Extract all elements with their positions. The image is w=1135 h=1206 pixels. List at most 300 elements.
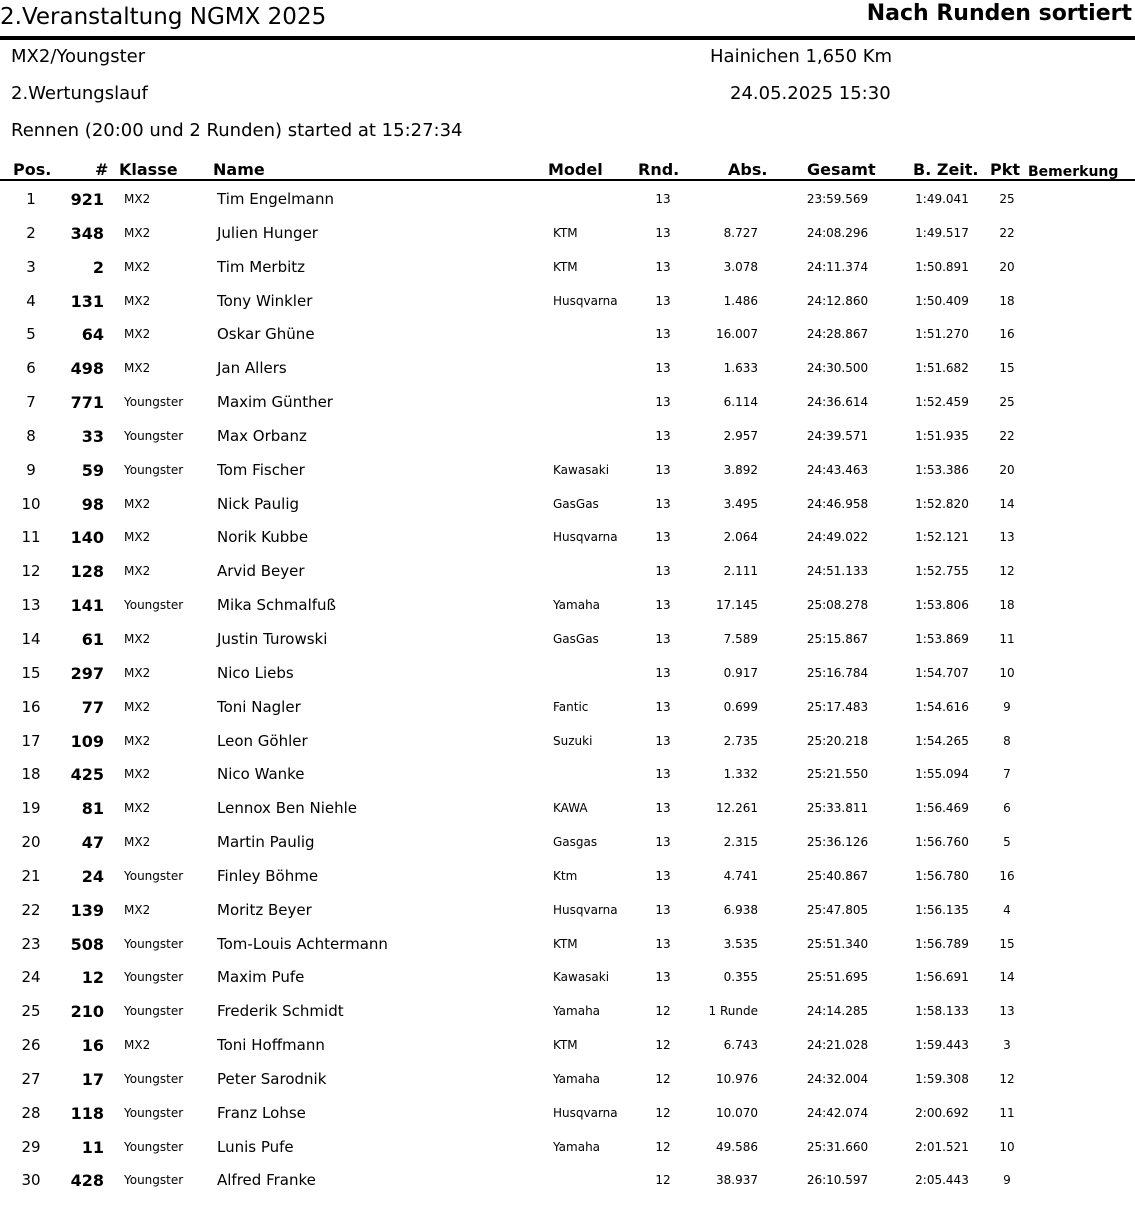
cell-total-time: 26:10.597 [806, 1173, 869, 1188]
cell-points: 9 [1003, 699, 1011, 714]
cell-gap: 1.633 [723, 361, 758, 376]
cell-position: 9 [26, 460, 36, 479]
cell-best-lap: 1:56.780 [915, 868, 969, 883]
cell-total-time: 25:33.811 [806, 801, 869, 816]
cell-gap: 3.892 [723, 462, 758, 477]
cell-best-lap: 1:52.121 [915, 530, 969, 545]
cell-klasse: MX2 [124, 902, 151, 917]
cell-start-number: 508 [70, 934, 104, 954]
cell-points: 25 [999, 192, 1015, 206]
cell-model: Yamaha [553, 1004, 601, 1019]
cell-klasse: Youngster [124, 1139, 184, 1154]
cell-total-time: 25:40.867 [806, 868, 869, 883]
cell-rounds: 13 [655, 564, 671, 579]
table-row [0, 420, 1135, 454]
results-table-body [0, 183, 1135, 1198]
cell-model: Suzuki [553, 733, 593, 748]
cell-rider-name: Franz Lohse [217, 1103, 306, 1122]
cell-total-time: 25:51.695 [806, 970, 869, 985]
cell-total-time: 24:43.463 [806, 462, 869, 477]
cell-rider-name: Tim Engelmann [217, 190, 334, 208]
cell-start-number: 921 [70, 190, 104, 209]
cell-rounds: 13 [655, 598, 671, 613]
cell-total-time: 25:16.784 [806, 665, 869, 680]
cell-klasse: MX2 [124, 361, 151, 376]
cell-gap: 6.938 [723, 902, 758, 917]
cell-best-lap: 1:49.517 [915, 225, 969, 240]
col-bemerkung: Bemerkung [1028, 164, 1119, 180]
cell-position: 1 [26, 190, 36, 208]
cell-gap: 0.355 [723, 970, 758, 985]
class-name: MX2/Youngster [11, 46, 146, 67]
table-row [0, 1029, 1135, 1063]
cell-position: 27 [21, 1069, 41, 1088]
cell-start-number: 98 [81, 494, 104, 514]
event-title: 2.Veranstaltung NGMX 2025 [0, 4, 327, 30]
table-row [0, 623, 1135, 657]
cell-rounds: 13 [655, 395, 671, 410]
cell-start-number: 131 [70, 291, 104, 311]
cell-klasse: Youngster [124, 970, 184, 985]
cell-total-time: 24:49.022 [806, 530, 869, 545]
cell-klasse: Youngster [124, 1004, 184, 1019]
cell-klasse: MX2 [124, 259, 151, 274]
cell-best-lap: 1:50.891 [915, 259, 969, 274]
cell-klasse: MX2 [124, 665, 151, 680]
cell-position: 25 [21, 1002, 41, 1021]
cell-start-number: 17 [81, 1069, 104, 1089]
cell-points: 10 [999, 1139, 1015, 1154]
cell-total-time: 24:21.028 [806, 1038, 869, 1053]
cell-model: Yamaha [553, 1139, 601, 1154]
cell-total-time: 24:12.860 [806, 293, 869, 308]
table-row [0, 758, 1135, 792]
table-row [0, 691, 1135, 725]
cell-total-time: 25:08.278 [806, 598, 869, 613]
cell-rounds: 13 [655, 428, 671, 443]
cell-start-number: 77 [81, 697, 104, 717]
cell-points: 18 [999, 598, 1015, 613]
cell-rider-name: Nick Paulig [217, 494, 300, 513]
cell-start-number: 24 [81, 866, 104, 886]
cell-start-number: 2 [92, 257, 104, 277]
col-rnd: Rnd. [638, 160, 680, 179]
cell-model: Husqvarna [553, 902, 618, 917]
cell-gap: 3.535 [723, 936, 758, 951]
heat-name: 2.Wertungslauf [11, 83, 148, 104]
cell-total-time: 25:31.660 [806, 1139, 869, 1154]
cell-rounds: 12 [655, 1173, 671, 1188]
cell-best-lap: 1:54.707 [915, 665, 969, 680]
cell-best-lap: 2:05.443 [915, 1173, 969, 1188]
cell-gap: 17.145 [716, 598, 758, 613]
table-row [0, 386, 1135, 420]
cell-rounds: 13 [655, 902, 671, 917]
cell-rider-name: Toni Hoffmann [217, 1036, 325, 1055]
cell-best-lap: 1:55.094 [915, 767, 969, 782]
cell-gap: 2.111 [723, 564, 758, 579]
cell-points: 7 [1003, 767, 1011, 782]
cell-best-lap: 1:51.935 [915, 428, 969, 443]
cell-rounds: 13 [655, 970, 671, 985]
cell-position: 5 [26, 325, 36, 344]
cell-klasse: Youngster [124, 868, 184, 883]
cell-points: 6 [1003, 801, 1011, 816]
cell-points: 11 [999, 631, 1015, 646]
cell-rider-name: Maxim Günther [217, 393, 333, 412]
cell-rounds: 13 [655, 665, 671, 680]
cell-start-number: 11 [81, 1137, 104, 1157]
cell-position: 14 [21, 629, 41, 648]
cell-rider-name: Peter Sarodnik [217, 1069, 327, 1088]
cell-klasse: Youngster [124, 1071, 184, 1086]
cell-rounds: 12 [655, 1004, 671, 1019]
cell-rider-name: Max Orbanz [217, 426, 307, 445]
cell-klasse: MX2 [124, 192, 151, 206]
cell-gap: 2.735 [723, 733, 758, 748]
cell-rider-name: Tim Merbitz [217, 257, 306, 276]
cell-rider-name: Nico Liebs [217, 663, 294, 682]
table-row [0, 488, 1135, 522]
cell-position: 13 [21, 596, 41, 615]
cell-points: 18 [999, 293, 1015, 308]
cell-position: 20 [21, 833, 41, 852]
table-row [0, 285, 1135, 319]
cell-rounds: 12 [655, 1139, 671, 1154]
cell-gap: 8.727 [723, 225, 758, 240]
cell-klasse: MX2 [124, 767, 151, 782]
table-row [0, 725, 1135, 759]
cell-best-lap: 1:49.041 [915, 192, 969, 206]
sort-label: Nach Runden sortiert [866, 1, 1132, 26]
cell-start-number: 428 [70, 1171, 104, 1191]
cell-start-number: 64 [81, 325, 104, 345]
cell-start-number: 118 [70, 1103, 104, 1123]
cell-model: KAWA [553, 801, 588, 816]
cell-gap: 2.957 [723, 428, 758, 443]
cell-points: 22 [999, 428, 1015, 443]
cell-total-time: 24:32.004 [806, 1071, 869, 1086]
cell-gap: 4.741 [723, 868, 758, 883]
cell-position: 4 [26, 291, 36, 310]
cell-model: Fantic [553, 699, 589, 714]
cell-model: GasGas [553, 631, 599, 646]
cell-rider-name: Toni Nagler [217, 697, 301, 716]
cell-start-number: 140 [70, 528, 104, 548]
cell-position: 12 [21, 562, 41, 581]
cell-model: GasGas [553, 496, 599, 511]
report-header [0, 0, 1135, 40]
cell-gap: 6.743 [723, 1038, 758, 1053]
cell-total-time: 24:42.074 [806, 1105, 869, 1120]
cell-total-time: 24:11.374 [806, 259, 869, 274]
cell-start-number: 12 [81, 968, 104, 988]
table-row [0, 792, 1135, 826]
cell-gap: 49.586 [716, 1139, 758, 1154]
cell-position: 7 [26, 393, 36, 412]
cell-points: 10 [999, 665, 1015, 680]
cell-gap: 2.315 [723, 835, 758, 850]
cell-klasse: Youngster [124, 1105, 184, 1120]
cell-rounds: 13 [655, 496, 671, 511]
cell-total-time: 24:39.571 [806, 428, 869, 443]
cell-total-time: 24:28.867 [806, 327, 869, 342]
cell-best-lap: 1:53.869 [915, 631, 969, 646]
cell-klasse: Youngster [124, 395, 184, 410]
cell-best-lap: 1:53.386 [915, 462, 969, 477]
cell-klasse: MX2 [124, 564, 151, 579]
cell-start-number: 33 [81, 426, 104, 446]
cell-rider-name: Tom Fischer [217, 460, 305, 479]
cell-rounds: 13 [655, 462, 671, 477]
cell-position: 8 [26, 426, 36, 445]
cell-best-lap: 1:52.820 [915, 496, 969, 511]
table-row [0, 995, 1135, 1029]
cell-rider-name: Frederik Schmidt [217, 1002, 344, 1021]
cell-rounds: 12 [655, 1038, 671, 1053]
cell-position: 2 [26, 223, 36, 242]
cell-model: Yamaha [553, 1071, 601, 1086]
cell-position: 6 [26, 359, 36, 378]
cell-start-number: 498 [70, 359, 104, 379]
cell-rounds: 13 [655, 259, 671, 274]
cell-model: Husqvarna [553, 1105, 618, 1120]
cell-rider-name: Martin Paulig [217, 833, 315, 852]
cell-points: 3 [1003, 1038, 1011, 1053]
col-pos: Pos. [13, 160, 52, 179]
cell-position: 3 [26, 257, 36, 276]
cell-position: 16 [21, 697, 41, 716]
cell-total-time: 23:59.569 [806, 192, 869, 206]
cell-model: Kawasaki [553, 970, 610, 985]
cell-points: 25 [999, 395, 1015, 410]
cell-start-number: 425 [70, 765, 104, 785]
cell-total-time: 24:14.285 [806, 1004, 869, 1019]
results-table-header [0, 160, 1135, 181]
cell-rounds: 13 [655, 327, 671, 342]
cell-points: 8 [1003, 733, 1011, 748]
cell-start-number: 61 [81, 629, 104, 649]
cell-points: 13 [999, 1004, 1015, 1019]
cell-klasse: Youngster [124, 462, 184, 477]
table-row [0, 928, 1135, 962]
cell-points: 12 [999, 564, 1015, 579]
cell-best-lap: 2:01.521 [915, 1139, 969, 1154]
cell-points: 14 [999, 970, 1015, 985]
cell-gap: 10.976 [716, 1071, 758, 1086]
cell-total-time: 25:17.483 [806, 699, 869, 714]
cell-best-lap: 1:59.308 [915, 1071, 969, 1086]
col-bzeit: B. Zeit. [913, 160, 979, 179]
cell-best-lap: 1:56.789 [915, 936, 969, 951]
cell-best-lap: 1:54.265 [915, 733, 969, 748]
cell-rounds: 13 [655, 801, 671, 816]
cell-total-time: 25:21.550 [806, 767, 869, 782]
cell-rider-name: Lennox Ben Niehle [217, 799, 358, 818]
cell-rounds: 13 [655, 868, 671, 883]
cell-klasse: MX2 [124, 327, 151, 342]
cell-best-lap: 1:51.682 [915, 361, 969, 376]
cell-model: Husqvarna [553, 530, 618, 545]
cell-best-lap: 1:53.806 [915, 598, 969, 613]
cell-klasse: Youngster [124, 598, 184, 613]
cell-gap: 10.070 [716, 1105, 758, 1120]
cell-rounds: 13 [655, 936, 671, 951]
cell-best-lap: 1:51.270 [915, 327, 969, 342]
cell-total-time: 25:36.126 [806, 835, 869, 850]
table-row [0, 860, 1135, 894]
race-info: Rennen (20:00 und 2 Runden) started at 15:27:34 [11, 120, 463, 141]
table-row [0, 657, 1135, 691]
cell-total-time: 25:15.867 [806, 631, 869, 646]
cell-rider-name: Lunis Pufe [217, 1137, 294, 1156]
cell-start-number: 141 [70, 596, 104, 616]
cell-rounds: 13 [655, 361, 671, 376]
cell-rounds: 12 [655, 1105, 671, 1120]
cell-klasse: MX2 [124, 699, 151, 714]
cell-rounds: 12 [655, 1071, 671, 1086]
cell-klasse: MX2 [124, 801, 151, 816]
cell-rider-name: Norik Kubbe [217, 528, 309, 547]
cell-position: 26 [21, 1036, 41, 1055]
cell-best-lap: 1:56.691 [915, 970, 969, 985]
cell-start-number: 297 [70, 663, 104, 683]
cell-rounds: 13 [655, 530, 671, 545]
cell-rounds: 13 [655, 293, 671, 308]
cell-position: 28 [21, 1103, 41, 1122]
cell-gap: 12.261 [716, 801, 758, 816]
cell-rider-name: Mika Schmalfuß [217, 596, 336, 615]
cell-model: KTM [553, 936, 578, 951]
cell-best-lap: 1:56.469 [915, 801, 969, 816]
cell-best-lap: 1:56.135 [915, 902, 969, 917]
cell-start-number: 139 [70, 900, 104, 920]
table-row [0, 961, 1135, 995]
col-klasse: Klasse [119, 160, 178, 179]
cell-klasse: MX2 [124, 225, 151, 240]
col-abs: Abs. [728, 160, 768, 179]
cell-gap: 3.495 [723, 496, 758, 511]
cell-klasse: MX2 [124, 835, 151, 850]
cell-position: 21 [21, 866, 41, 885]
cell-start-number: 59 [81, 460, 104, 480]
cell-gap: 38.937 [716, 1173, 758, 1188]
cell-best-lap: 1:58.133 [915, 1004, 969, 1019]
cell-gap: 3.078 [723, 259, 758, 274]
table-row [0, 318, 1135, 352]
cell-points: 15 [999, 361, 1015, 376]
cell-rounds: 13 [655, 699, 671, 714]
table-row [0, 1131, 1135, 1165]
cell-start-number: 81 [81, 799, 104, 819]
cell-start-number: 128 [70, 562, 104, 582]
cell-klasse: MX2 [124, 496, 151, 511]
cell-rider-name: Maxim Pufe [217, 968, 305, 987]
cell-total-time: 24:46.958 [806, 496, 869, 511]
cell-points: 5 [1003, 835, 1011, 850]
cell-rider-name: Arvid Beyer [217, 562, 305, 581]
cell-klasse: MX2 [124, 1038, 151, 1053]
cell-rider-name: Julien Hunger [217, 223, 318, 242]
cell-total-time: 24:51.133 [806, 564, 869, 579]
cell-position: 22 [21, 900, 41, 919]
cell-position: 23 [21, 934, 41, 953]
table-row [0, 251, 1135, 285]
cell-best-lap: 1:50.409 [915, 293, 969, 308]
cell-model: Husqvarna [553, 293, 618, 308]
cell-best-lap: 1:52.755 [915, 564, 969, 579]
cell-model: Kawasaki [553, 462, 610, 477]
cell-rider-name: Tony Winkler [217, 291, 313, 310]
cell-points: 12 [999, 1071, 1015, 1086]
cell-gap: 1.486 [723, 293, 758, 308]
cell-start-number: 47 [81, 833, 104, 853]
cell-start-number: 16 [81, 1036, 104, 1056]
cell-rider-name: Alfred Franke [217, 1171, 316, 1190]
cell-rider-name: Leon Göhler [217, 731, 308, 750]
race-datetime: 24.05.2025 15:30 [730, 83, 891, 104]
table-row [0, 352, 1135, 386]
cell-klasse: MX2 [124, 733, 151, 748]
cell-total-time: 24:30.500 [806, 361, 869, 376]
table-row [0, 1164, 1135, 1198]
table-row [0, 1063, 1135, 1097]
cell-points: 16 [999, 868, 1015, 883]
location: Hainichen 1,650 Km [710, 46, 893, 67]
table-row [0, 183, 1135, 217]
cell-gap: 0.699 [723, 699, 758, 714]
table-row [0, 894, 1135, 928]
cell-rounds: 13 [655, 733, 671, 748]
cell-klasse: MX2 [124, 293, 151, 308]
cell-gap: 0.917 [723, 665, 758, 680]
cell-rider-name: Justin Turowski [217, 629, 328, 648]
cell-model: Ktm [553, 868, 578, 883]
cell-total-time: 25:20.218 [806, 733, 869, 748]
cell-klasse: MX2 [124, 530, 151, 545]
cell-points: 9 [1003, 1173, 1011, 1188]
cell-points: 22 [999, 225, 1015, 240]
cell-points: 11 [999, 1105, 1015, 1120]
cell-rider-name: Oskar Ghüne [217, 325, 315, 344]
col-gesamt: Gesamt [807, 160, 876, 179]
cell-points: 13 [999, 530, 1015, 545]
cell-start-number: 109 [70, 731, 104, 751]
cell-model: KTM [553, 259, 578, 274]
col-model: Model [548, 160, 603, 179]
cell-total-time: 25:47.805 [806, 902, 869, 917]
cell-start-number: 771 [70, 393, 104, 413]
col-number: # [95, 160, 109, 179]
cell-total-time: 25:51.340 [806, 936, 869, 951]
cell-points: 20 [999, 259, 1015, 274]
cell-best-lap: 2:00.692 [915, 1105, 969, 1120]
cell-points: 15 [999, 936, 1015, 951]
table-row [0, 1097, 1135, 1131]
cell-position: 24 [21, 968, 41, 987]
cell-position: 15 [21, 663, 41, 682]
cell-rider-name: Jan Allers [217, 359, 287, 378]
cell-klasse: Youngster [124, 428, 184, 443]
cell-rider-name: Nico Wanke [217, 765, 305, 784]
cell-rounds: 13 [655, 767, 671, 782]
cell-points: 16 [999, 327, 1015, 342]
cell-position: 18 [21, 765, 41, 784]
cell-total-time: 24:36.614 [806, 395, 869, 410]
cell-rounds: 13 [655, 631, 671, 646]
cell-klasse: Youngster [124, 1173, 184, 1188]
cell-model: KTM [553, 1038, 578, 1053]
